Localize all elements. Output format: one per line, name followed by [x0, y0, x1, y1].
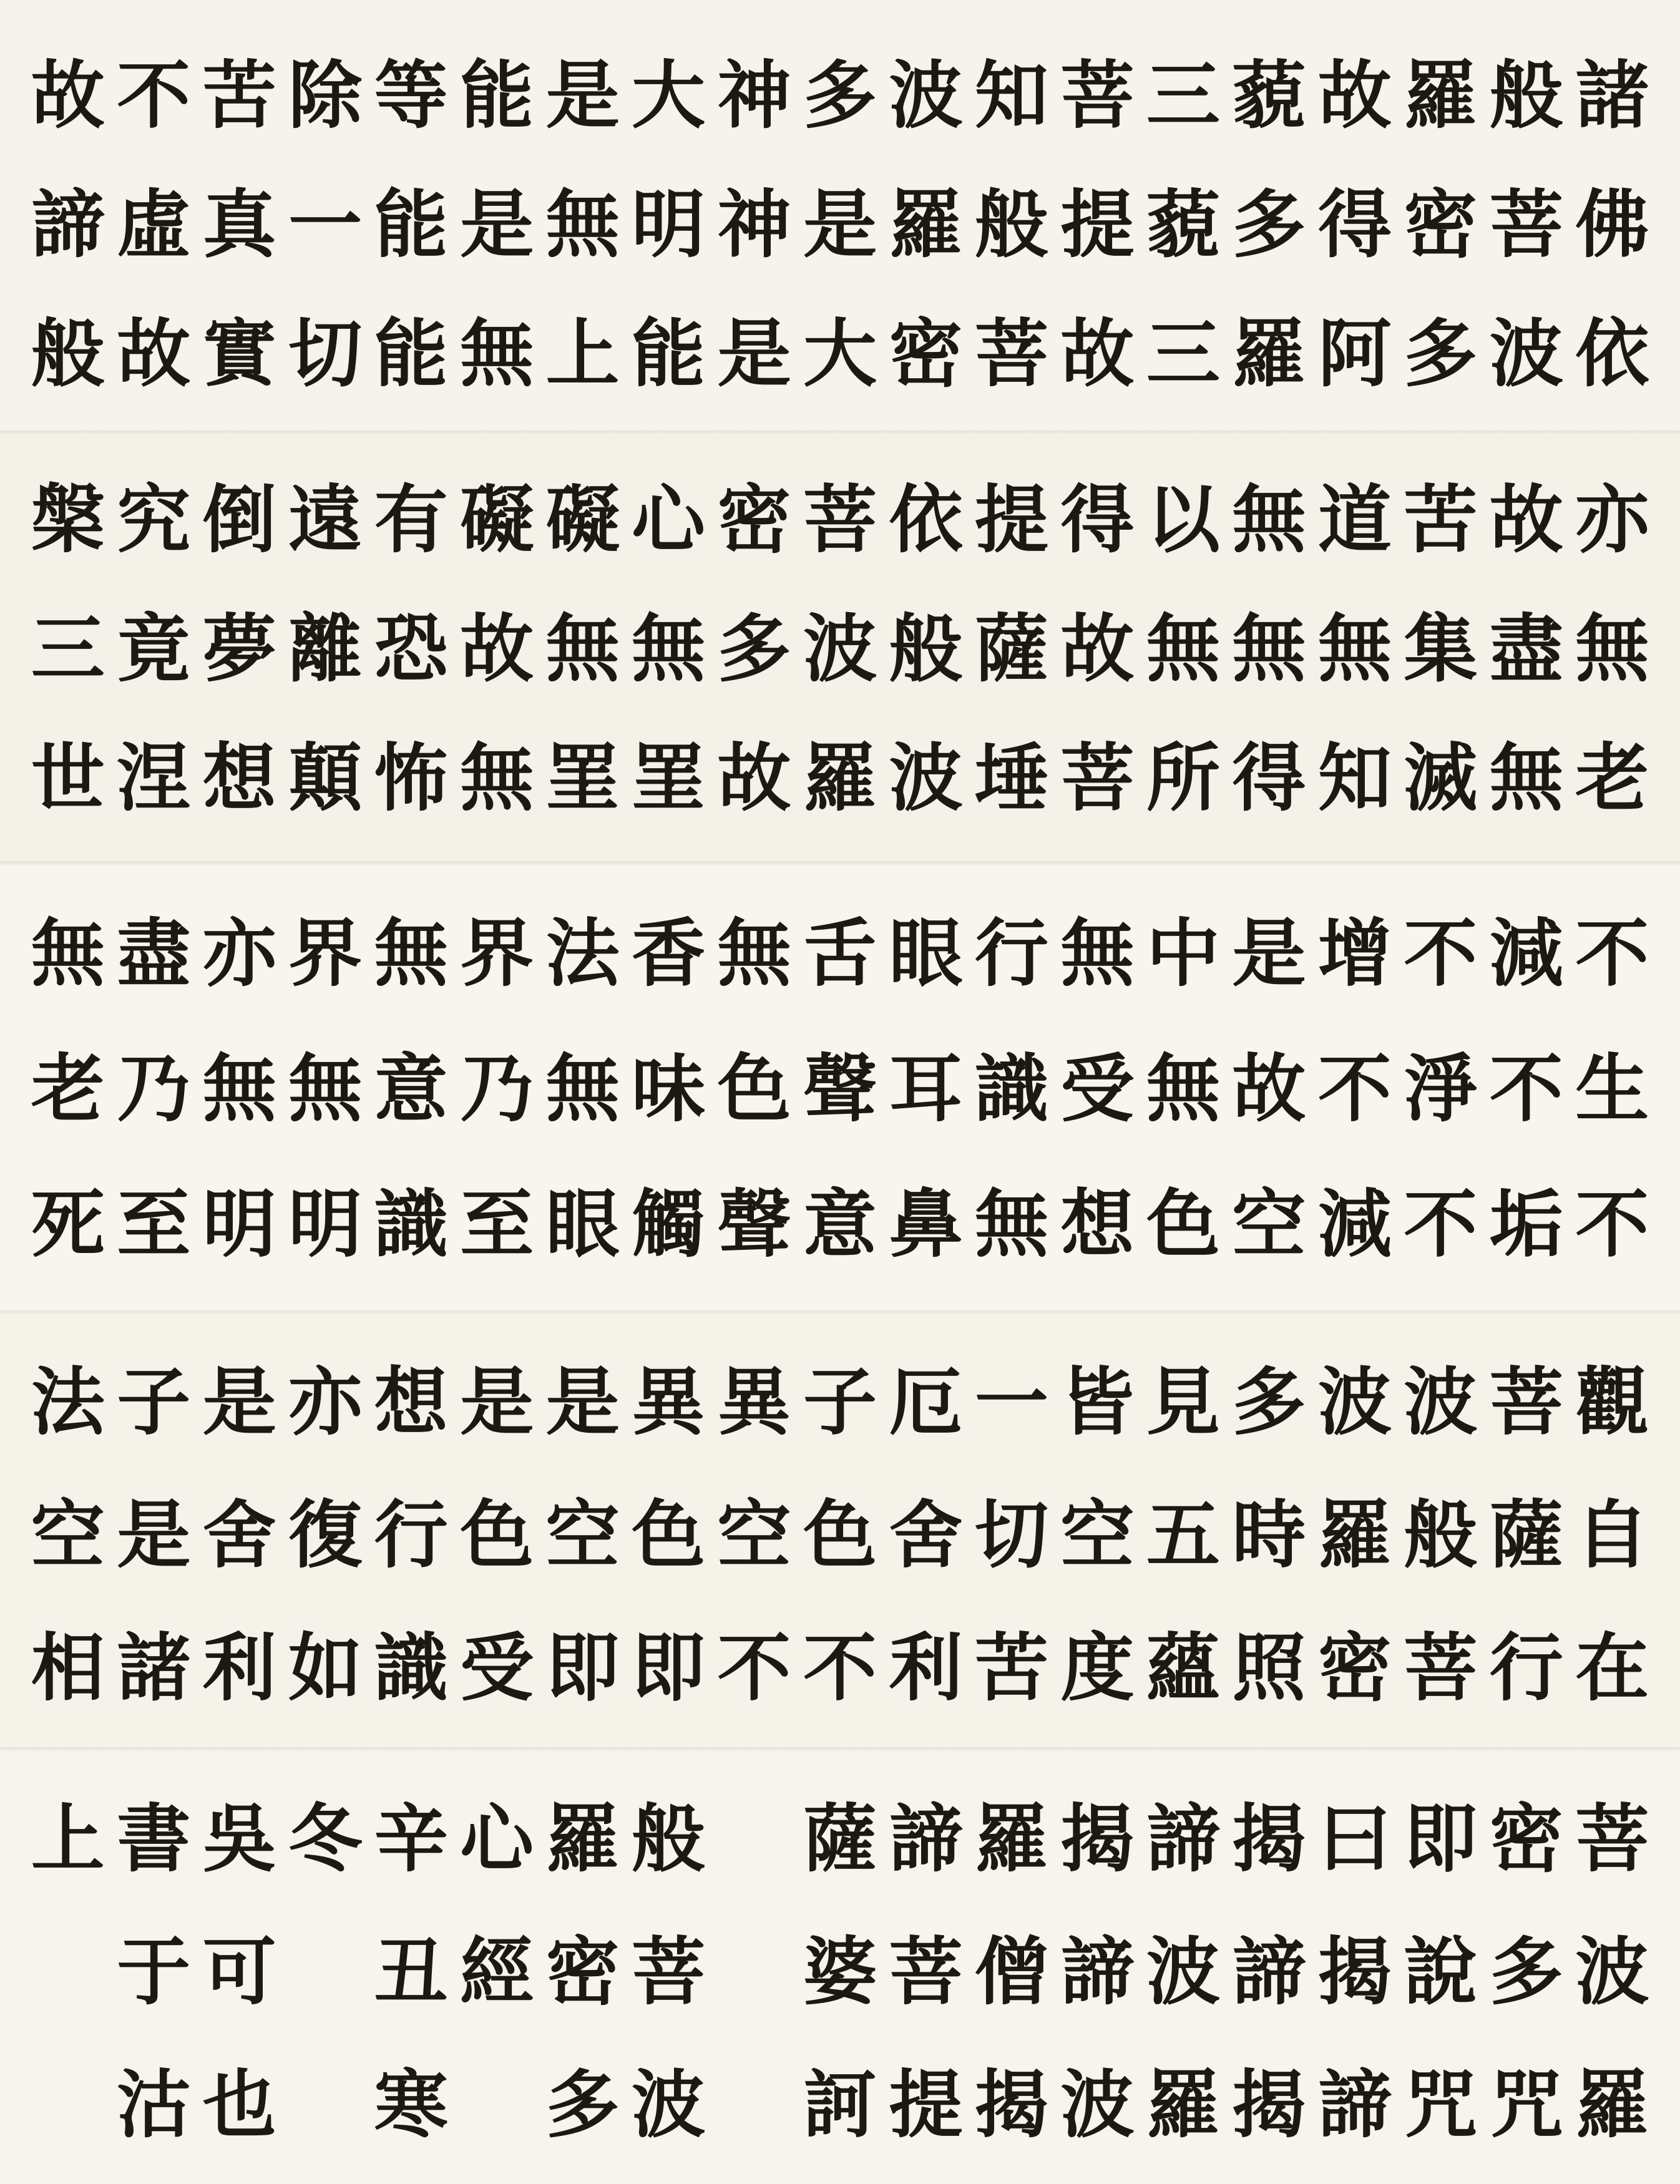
seal-character: 舍: [202, 1491, 276, 1578]
seal-character: 世: [31, 734, 105, 821]
seal-character: 多: [1232, 1358, 1306, 1445]
seal-character: 般: [1404, 1491, 1478, 1578]
seal-character: 得: [1317, 180, 1392, 268]
seal-character: 藐: [1232, 52, 1306, 139]
seal-character: 曰: [1317, 1795, 1392, 1882]
seal-character: 上: [31, 1795, 105, 1882]
seal-character: 羅: [1232, 310, 1306, 397]
seal-character: 埵: [974, 734, 1048, 821]
seal-character: 揭: [1317, 1928, 1392, 2015]
seal-character: 沽: [117, 2061, 191, 2148]
seal-character: 波: [1489, 310, 1563, 397]
seal-character: 知: [974, 52, 1048, 139]
seal-character: 怖: [374, 734, 448, 821]
seal-character: 無: [1060, 910, 1135, 997]
seal-character: 羅: [545, 1795, 620, 1882]
seal-character: 除: [288, 52, 363, 139]
seal-character: 減: [1317, 1180, 1392, 1267]
seal-character: 諦: [1317, 2061, 1392, 2148]
seal-character: 心: [632, 476, 706, 563]
seal-character: 是: [545, 1358, 620, 1445]
seal-character: 異: [717, 1358, 791, 1445]
seal-character: 羅: [1575, 2061, 1649, 2148]
seal-character: 夢: [202, 605, 276, 692]
seal-character: 不: [1575, 1180, 1649, 1267]
seal-character: 聲: [803, 1045, 877, 1132]
seal-character: 即: [632, 1624, 706, 1712]
seal-character: 無: [545, 1045, 620, 1132]
seal-character: 增: [1317, 910, 1392, 997]
seal-character: 羅: [974, 1795, 1048, 1882]
seal-character: 菩: [632, 1928, 706, 2015]
seal-character: 想: [1060, 1180, 1135, 1267]
seal-character: 苦: [1404, 476, 1478, 563]
seal-character: 厄: [889, 1358, 963, 1445]
seal-character: 菩: [1060, 734, 1135, 821]
seal-character: 不: [717, 1624, 791, 1712]
seal-character: 有: [374, 476, 448, 563]
seal-character: 波: [889, 52, 963, 139]
seal-character: 三: [1146, 52, 1220, 139]
seal-character: 羅: [889, 180, 963, 268]
seal-character: 槃: [31, 476, 105, 563]
calligraphy-sheet-1: [0, 0, 1680, 431]
seal-character: 相: [31, 1624, 105, 1712]
seal-character: 空: [1232, 1180, 1306, 1267]
sheet-seam: [0, 431, 1680, 434]
seal-character: 是: [803, 180, 877, 268]
seal-character: 波: [1317, 1358, 1392, 1445]
seal-character: 識: [974, 1045, 1048, 1132]
seal-character: 識: [374, 1624, 448, 1712]
seal-character: 子: [117, 1358, 191, 1445]
seal-character: 諦: [1232, 1928, 1306, 2015]
seal-character: 意: [803, 1180, 877, 1267]
calligraphy-sheet-2: [0, 431, 1680, 861]
seal-character: 吳: [202, 1795, 276, 1882]
seal-character: 集: [1404, 605, 1478, 692]
seal-character: 罣: [545, 734, 620, 821]
seal-character: 波: [632, 2061, 706, 2148]
seal-character: 諦: [1060, 1928, 1135, 2015]
character-grid-3: [25, 886, 1655, 1292]
seal-character: 以: [1146, 476, 1220, 563]
seal-character: 見: [1146, 1358, 1220, 1445]
character-grid-4: [25, 1335, 1655, 1735]
seal-character: 觀: [1575, 1358, 1649, 1445]
seal-character: 多: [1489, 1928, 1563, 2015]
seal-character: 無: [288, 1045, 363, 1132]
seal-character: 滅: [1404, 734, 1478, 821]
seal-character: 冬: [288, 1795, 363, 1882]
seal-character: 老: [1575, 734, 1649, 821]
seal-character: 無: [460, 310, 534, 397]
seal-character: 色: [460, 1491, 534, 1578]
seal-character: 說: [1404, 1928, 1478, 2015]
seal-character: 至: [460, 1180, 534, 1267]
seal-character: 不: [117, 52, 191, 139]
seal-character: 知: [1317, 734, 1392, 821]
seal-character: 波: [1146, 1928, 1220, 2015]
seal-character: 離: [288, 605, 363, 692]
seal-character: 色: [803, 1491, 877, 1578]
seal-character: 般: [1489, 52, 1563, 139]
seal-character: 阿: [1317, 310, 1392, 397]
seal-character: 波: [803, 605, 877, 692]
seal-character: 是: [545, 52, 620, 139]
seal-character: 故: [1232, 1045, 1306, 1132]
seal-character: 聲: [717, 1180, 791, 1267]
seal-character: 咒: [1489, 2061, 1563, 2148]
seal-character: 能: [374, 310, 448, 397]
seal-character: 般: [31, 310, 105, 397]
seal-character: 蘊: [1146, 1624, 1220, 1712]
seal-character: 無: [717, 910, 791, 997]
sheet-seam: [0, 1747, 1680, 1751]
seal-character: 是: [717, 310, 791, 397]
seal-character: 虛: [117, 180, 191, 268]
seal-character: 是: [117, 1491, 191, 1578]
seal-character: 咒: [1404, 2061, 1478, 2148]
seal-character: 眼: [545, 1180, 620, 1267]
seal-character: 密: [545, 1928, 620, 2015]
seal-character: 不: [1575, 910, 1649, 997]
seal-character: 佛: [1575, 180, 1649, 268]
seal-character: 無: [545, 605, 620, 692]
calligraphy-sheet-4: [0, 1310, 1680, 1747]
seal-character: 行: [374, 1491, 448, 1578]
seal-character: 多: [545, 2061, 620, 2148]
seal-character: 意: [374, 1045, 448, 1132]
seal-character: 菩: [974, 310, 1048, 397]
seal-character: 密: [889, 310, 963, 397]
seal-character: 諸: [1575, 52, 1649, 139]
seal-character: 所: [1146, 734, 1220, 821]
seal-character: 諦: [31, 180, 105, 268]
seal-character: 可: [202, 1928, 276, 2015]
seal-character: 異: [632, 1358, 706, 1445]
seal-character: 不: [803, 1624, 877, 1712]
seal-character: 上: [545, 310, 620, 397]
seal-character: 提: [889, 2061, 963, 2148]
seal-character: 顛: [288, 734, 363, 821]
seal-character: 利: [202, 1624, 276, 1712]
seal-character: 明: [288, 1180, 363, 1267]
seal-character: 自: [1575, 1491, 1649, 1578]
seal-character: 切: [974, 1491, 1048, 1578]
seal-character: 死: [31, 1180, 105, 1267]
sheet-seam: [0, 1310, 1680, 1314]
seal-character: 中: [1146, 910, 1220, 997]
seal-character: 色: [717, 1045, 791, 1132]
seal-character: 不: [1404, 1180, 1478, 1267]
seal-character: 無: [374, 910, 448, 997]
seal-character: 揭: [1232, 2061, 1306, 2148]
seal-character: 菩: [1575, 1795, 1649, 1882]
seal-character: 訶: [803, 2061, 877, 2148]
seal-character: 在: [1575, 1624, 1649, 1712]
seal-character: 三: [1146, 310, 1220, 397]
seal-character: 時: [1232, 1491, 1306, 1578]
seal-character: 羅: [1317, 1491, 1392, 1578]
seal-character: 羅: [803, 734, 877, 821]
seal-character: 無: [1146, 1045, 1220, 1132]
seal-character: 受: [460, 1624, 534, 1712]
seal-character: 味: [632, 1045, 706, 1132]
seal-character: 即: [1404, 1795, 1478, 1882]
seal-character: 眼: [889, 910, 963, 997]
seal-character: 波: [1060, 2061, 1135, 2148]
seal-character: 一: [974, 1358, 1048, 1445]
seal-character: 無: [202, 1045, 276, 1132]
seal-character: 無: [632, 605, 706, 692]
seal-character: 竟: [117, 605, 191, 692]
seal-character: 不: [1317, 1045, 1392, 1132]
seal-character: 想: [374, 1358, 448, 1445]
seal-character: 生: [1575, 1045, 1649, 1132]
seal-character: 密: [1489, 1795, 1563, 1882]
seal-character: 寒: [374, 2061, 448, 2148]
seal-character: 無: [1489, 734, 1563, 821]
seal-character: 波: [1575, 1928, 1649, 2015]
seal-character: 舌: [803, 910, 877, 997]
seal-character: 婆: [803, 1928, 877, 2015]
seal-character: 明: [202, 1180, 276, 1267]
seal-character: 藐: [1146, 180, 1220, 268]
seal-character: 揭: [1232, 1795, 1306, 1882]
seal-character: 識: [374, 1180, 448, 1267]
seal-character: 五: [1146, 1491, 1220, 1578]
character-grid-1: [25, 31, 1655, 418]
seal-character: 羅: [1146, 2061, 1220, 2148]
seal-character: 苦: [202, 52, 276, 139]
seal-character: 究: [117, 476, 191, 563]
seal-character: 乃: [117, 1045, 191, 1132]
seal-character: 界: [460, 910, 534, 997]
seal-character: 道: [1317, 476, 1392, 563]
seal-character: 多: [717, 605, 791, 692]
seal-character: 故: [117, 310, 191, 397]
seal-character: 垢: [1489, 1180, 1563, 1267]
seal-character: 觸: [632, 1180, 706, 1267]
seal-character: 菩: [1060, 52, 1135, 139]
seal-character: 至: [117, 1180, 191, 1267]
seal-character: 復: [288, 1491, 363, 1578]
calligraphy-sheet-3: [0, 861, 1680, 1310]
seal-character: 亦: [288, 1358, 363, 1445]
seal-character: 涅: [117, 734, 191, 821]
seal-character: 無: [974, 1180, 1048, 1267]
seal-character: 般: [632, 1795, 706, 1882]
seal-character: 諸: [117, 1624, 191, 1712]
seal-character: 空: [545, 1491, 620, 1578]
seal-character: 不: [1489, 1045, 1563, 1132]
seal-character: 菩: [1489, 180, 1563, 268]
seal-character: 羅: [1404, 52, 1478, 139]
seal-character: 一: [288, 180, 363, 268]
seal-character: 僧: [974, 1928, 1048, 2015]
seal-character: 能: [632, 310, 706, 397]
seal-character: 神: [717, 180, 791, 268]
seal-character: 亦: [1575, 476, 1649, 563]
seal-character: 想: [202, 734, 276, 821]
seal-character: 薩: [1489, 1491, 1563, 1578]
seal-character: 故: [1489, 476, 1563, 563]
seal-character: 提: [974, 476, 1048, 563]
seal-character: 法: [545, 910, 620, 997]
seal-character: 受: [1060, 1045, 1135, 1132]
seal-character: 罣: [632, 734, 706, 821]
seal-character: 實: [202, 310, 276, 397]
seal-character: 大: [632, 52, 706, 139]
seal-character: 心: [460, 1795, 534, 1882]
seal-character: 丑: [374, 1928, 448, 2015]
seal-character: 菩: [889, 1928, 963, 2015]
seal-character: 老: [31, 1045, 105, 1132]
seal-character: 揭: [974, 2061, 1048, 2148]
seal-character: 無: [1232, 605, 1306, 692]
seal-character: 界: [288, 910, 363, 997]
seal-character: 苦: [974, 1624, 1048, 1712]
character-grid-2: [25, 456, 1655, 842]
seal-character: 乃: [460, 1045, 534, 1132]
seal-character: 提: [1060, 180, 1135, 268]
seal-character: 盡: [117, 910, 191, 997]
sheet-seam: [0, 861, 1680, 865]
seal-character: 耳: [889, 1045, 963, 1132]
seal-character: 無: [1575, 605, 1649, 692]
seal-character: 菩: [1404, 1624, 1478, 1712]
seal-character: 無: [460, 734, 534, 821]
seal-character: 依: [889, 476, 963, 563]
seal-character: 能: [374, 180, 448, 268]
seal-character: 多: [1404, 310, 1478, 397]
seal-character: 淨: [1404, 1045, 1478, 1132]
seal-character: 礙: [545, 476, 620, 563]
seal-character: 倒: [202, 476, 276, 563]
seal-character: 薩: [803, 1795, 877, 1882]
seal-character: 無: [1146, 605, 1220, 692]
seal-character: 揭: [1060, 1795, 1135, 1882]
seal-character: 空: [1060, 1491, 1135, 1578]
seal-character: 辛: [374, 1795, 448, 1882]
seal-character: 故: [1060, 605, 1135, 692]
seal-character: 等: [374, 52, 448, 139]
seal-character: 空: [31, 1491, 105, 1578]
calligraphy-sheet-5: [0, 1747, 1680, 2184]
seal-character: 色: [1146, 1180, 1220, 1267]
seal-character: 是: [460, 180, 534, 268]
seal-character: 盡: [1489, 605, 1563, 692]
character-grid-5: [25, 1772, 1655, 2172]
seal-character: 也: [202, 2061, 276, 2148]
seal-character: 密: [1317, 1624, 1392, 1712]
seal-character: 菩: [1489, 1358, 1563, 1445]
seal-character: 依: [1575, 310, 1649, 397]
seal-character: 多: [803, 52, 877, 139]
seal-character: 無: [1232, 476, 1306, 563]
seal-character: 香: [632, 910, 706, 997]
seal-character: 真: [202, 180, 276, 268]
seal-character: 得: [1232, 734, 1306, 821]
seal-character: 能: [460, 52, 534, 139]
seal-character: 色: [632, 1491, 706, 1578]
seal-character: 即: [545, 1624, 620, 1712]
seal-character: 恐: [374, 605, 448, 692]
seal-character: 三: [31, 605, 105, 692]
seal-character: 書: [117, 1795, 191, 1882]
seal-character: 得: [1060, 476, 1135, 563]
seal-character: 亦: [202, 910, 276, 997]
seal-character: 故: [1060, 310, 1135, 397]
seal-character: 波: [1404, 1358, 1478, 1445]
seal-character: 諦: [1146, 1795, 1220, 1882]
seal-character: 度: [1060, 1624, 1135, 1712]
seal-character: 密: [717, 476, 791, 563]
seal-character: 舍: [889, 1491, 963, 1578]
seal-character: 神: [717, 52, 791, 139]
seal-character: 礙: [460, 476, 534, 563]
seal-character: 照: [1232, 1624, 1306, 1712]
seal-character: 菩: [803, 476, 877, 563]
seal-character: 般: [889, 605, 963, 692]
seal-character: 般: [974, 180, 1048, 268]
seal-character: 是: [202, 1358, 276, 1445]
seal-character: 如: [288, 1624, 363, 1712]
seal-character: 薩: [974, 605, 1048, 692]
seal-character: 密: [1404, 180, 1478, 268]
seal-character: 利: [889, 1624, 963, 1712]
seal-character: 鼻: [889, 1180, 963, 1267]
seal-character: 減: [1489, 910, 1563, 997]
seal-character: 法: [31, 1358, 105, 1445]
seal-character: 故: [717, 734, 791, 821]
seal-character: 皆: [1060, 1358, 1135, 1445]
seal-character: 諦: [889, 1795, 963, 1882]
seal-character: 空: [717, 1491, 791, 1578]
seal-character: 不: [1404, 910, 1478, 997]
seal-character: 故: [460, 605, 534, 692]
seal-character: 是: [460, 1358, 534, 1445]
seal-character: 明: [632, 180, 706, 268]
seal-character: 是: [1232, 910, 1306, 997]
seal-character: 切: [288, 310, 363, 397]
seal-character: 行: [1489, 1624, 1563, 1712]
seal-character: 無: [31, 910, 105, 997]
seal-character: 經: [460, 1928, 534, 2015]
seal-character: 故: [1317, 52, 1392, 139]
seal-character: 波: [889, 734, 963, 821]
seal-character: 大: [803, 310, 877, 397]
seal-character: 多: [1232, 180, 1306, 268]
seal-character: 無: [1317, 605, 1392, 692]
seal-character: 行: [974, 910, 1048, 997]
seal-character: 子: [803, 1358, 877, 1445]
seal-character: 于: [117, 1928, 191, 2015]
seal-character: 故: [31, 52, 105, 139]
seal-character: 無: [545, 180, 620, 268]
seal-character: 遠: [288, 476, 363, 563]
